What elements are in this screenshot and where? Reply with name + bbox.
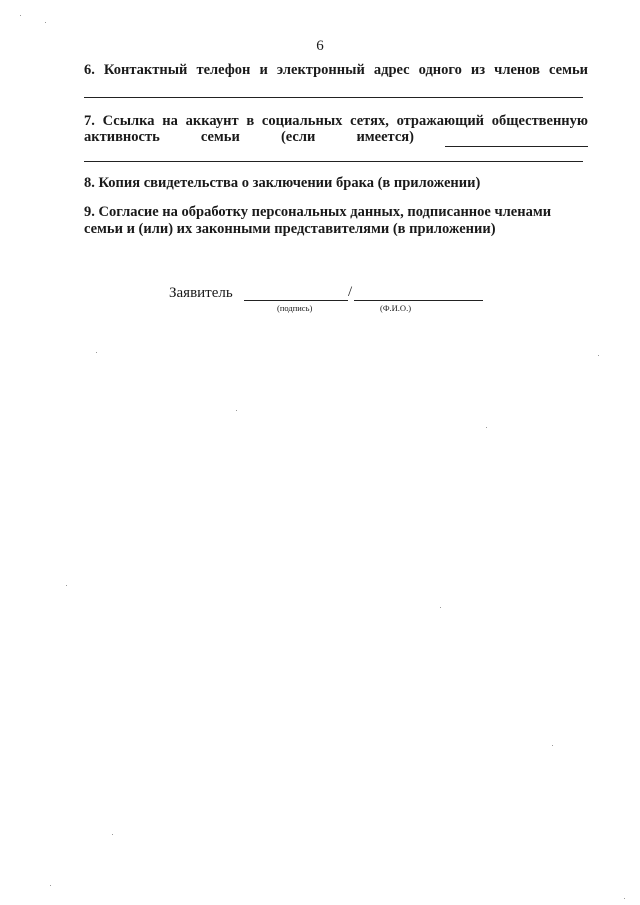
scan-speck xyxy=(624,898,625,899)
social-word-exists: имеется) xyxy=(356,129,414,145)
name-caption: (Ф.И.О.) xyxy=(380,303,412,313)
scan-speck xyxy=(66,585,67,586)
item-contact-heading: 6. Контактный телефон и электронный адрес одного из членов семьи xyxy=(84,62,588,78)
scan-speck xyxy=(598,355,599,356)
signature-slash: / xyxy=(348,284,353,300)
name-line xyxy=(354,300,483,301)
scan-speck xyxy=(112,834,113,835)
social-word-activity: активность xyxy=(84,129,160,145)
applicant-label: Заявитель xyxy=(169,285,233,301)
page-number: 6 xyxy=(316,38,324,54)
signature-line xyxy=(244,300,348,301)
scan-speck xyxy=(236,410,237,411)
social-word-family: семьи xyxy=(200,129,240,145)
social-word-if: (если xyxy=(280,129,316,145)
signature-caption: (подпись) xyxy=(277,303,313,313)
scan-speck xyxy=(552,745,553,746)
social-fill-line xyxy=(84,161,583,162)
item-social-heading-cont xyxy=(84,129,414,146)
scan-speck xyxy=(20,15,21,16)
scan-speck xyxy=(96,352,97,353)
item-consent: 9. Согласие на обработку персональных данных, подписанное членами семьи и (или) их законными представителями (в приложении) xyxy=(84,204,552,237)
social-fill-line-short xyxy=(445,146,588,147)
item-marriage-certificate: 8. Копия свидетельства о заключении брака (в приложении) xyxy=(84,175,481,191)
scan-speck xyxy=(486,427,487,428)
contact-fill-line xyxy=(84,97,583,98)
scan-speck xyxy=(440,607,441,608)
item-social-heading: 7. Ссылка на аккаунт в социальных сетях, отражающий общественную xyxy=(84,113,588,129)
scan-speck xyxy=(45,22,46,23)
scan-speck xyxy=(50,885,51,886)
